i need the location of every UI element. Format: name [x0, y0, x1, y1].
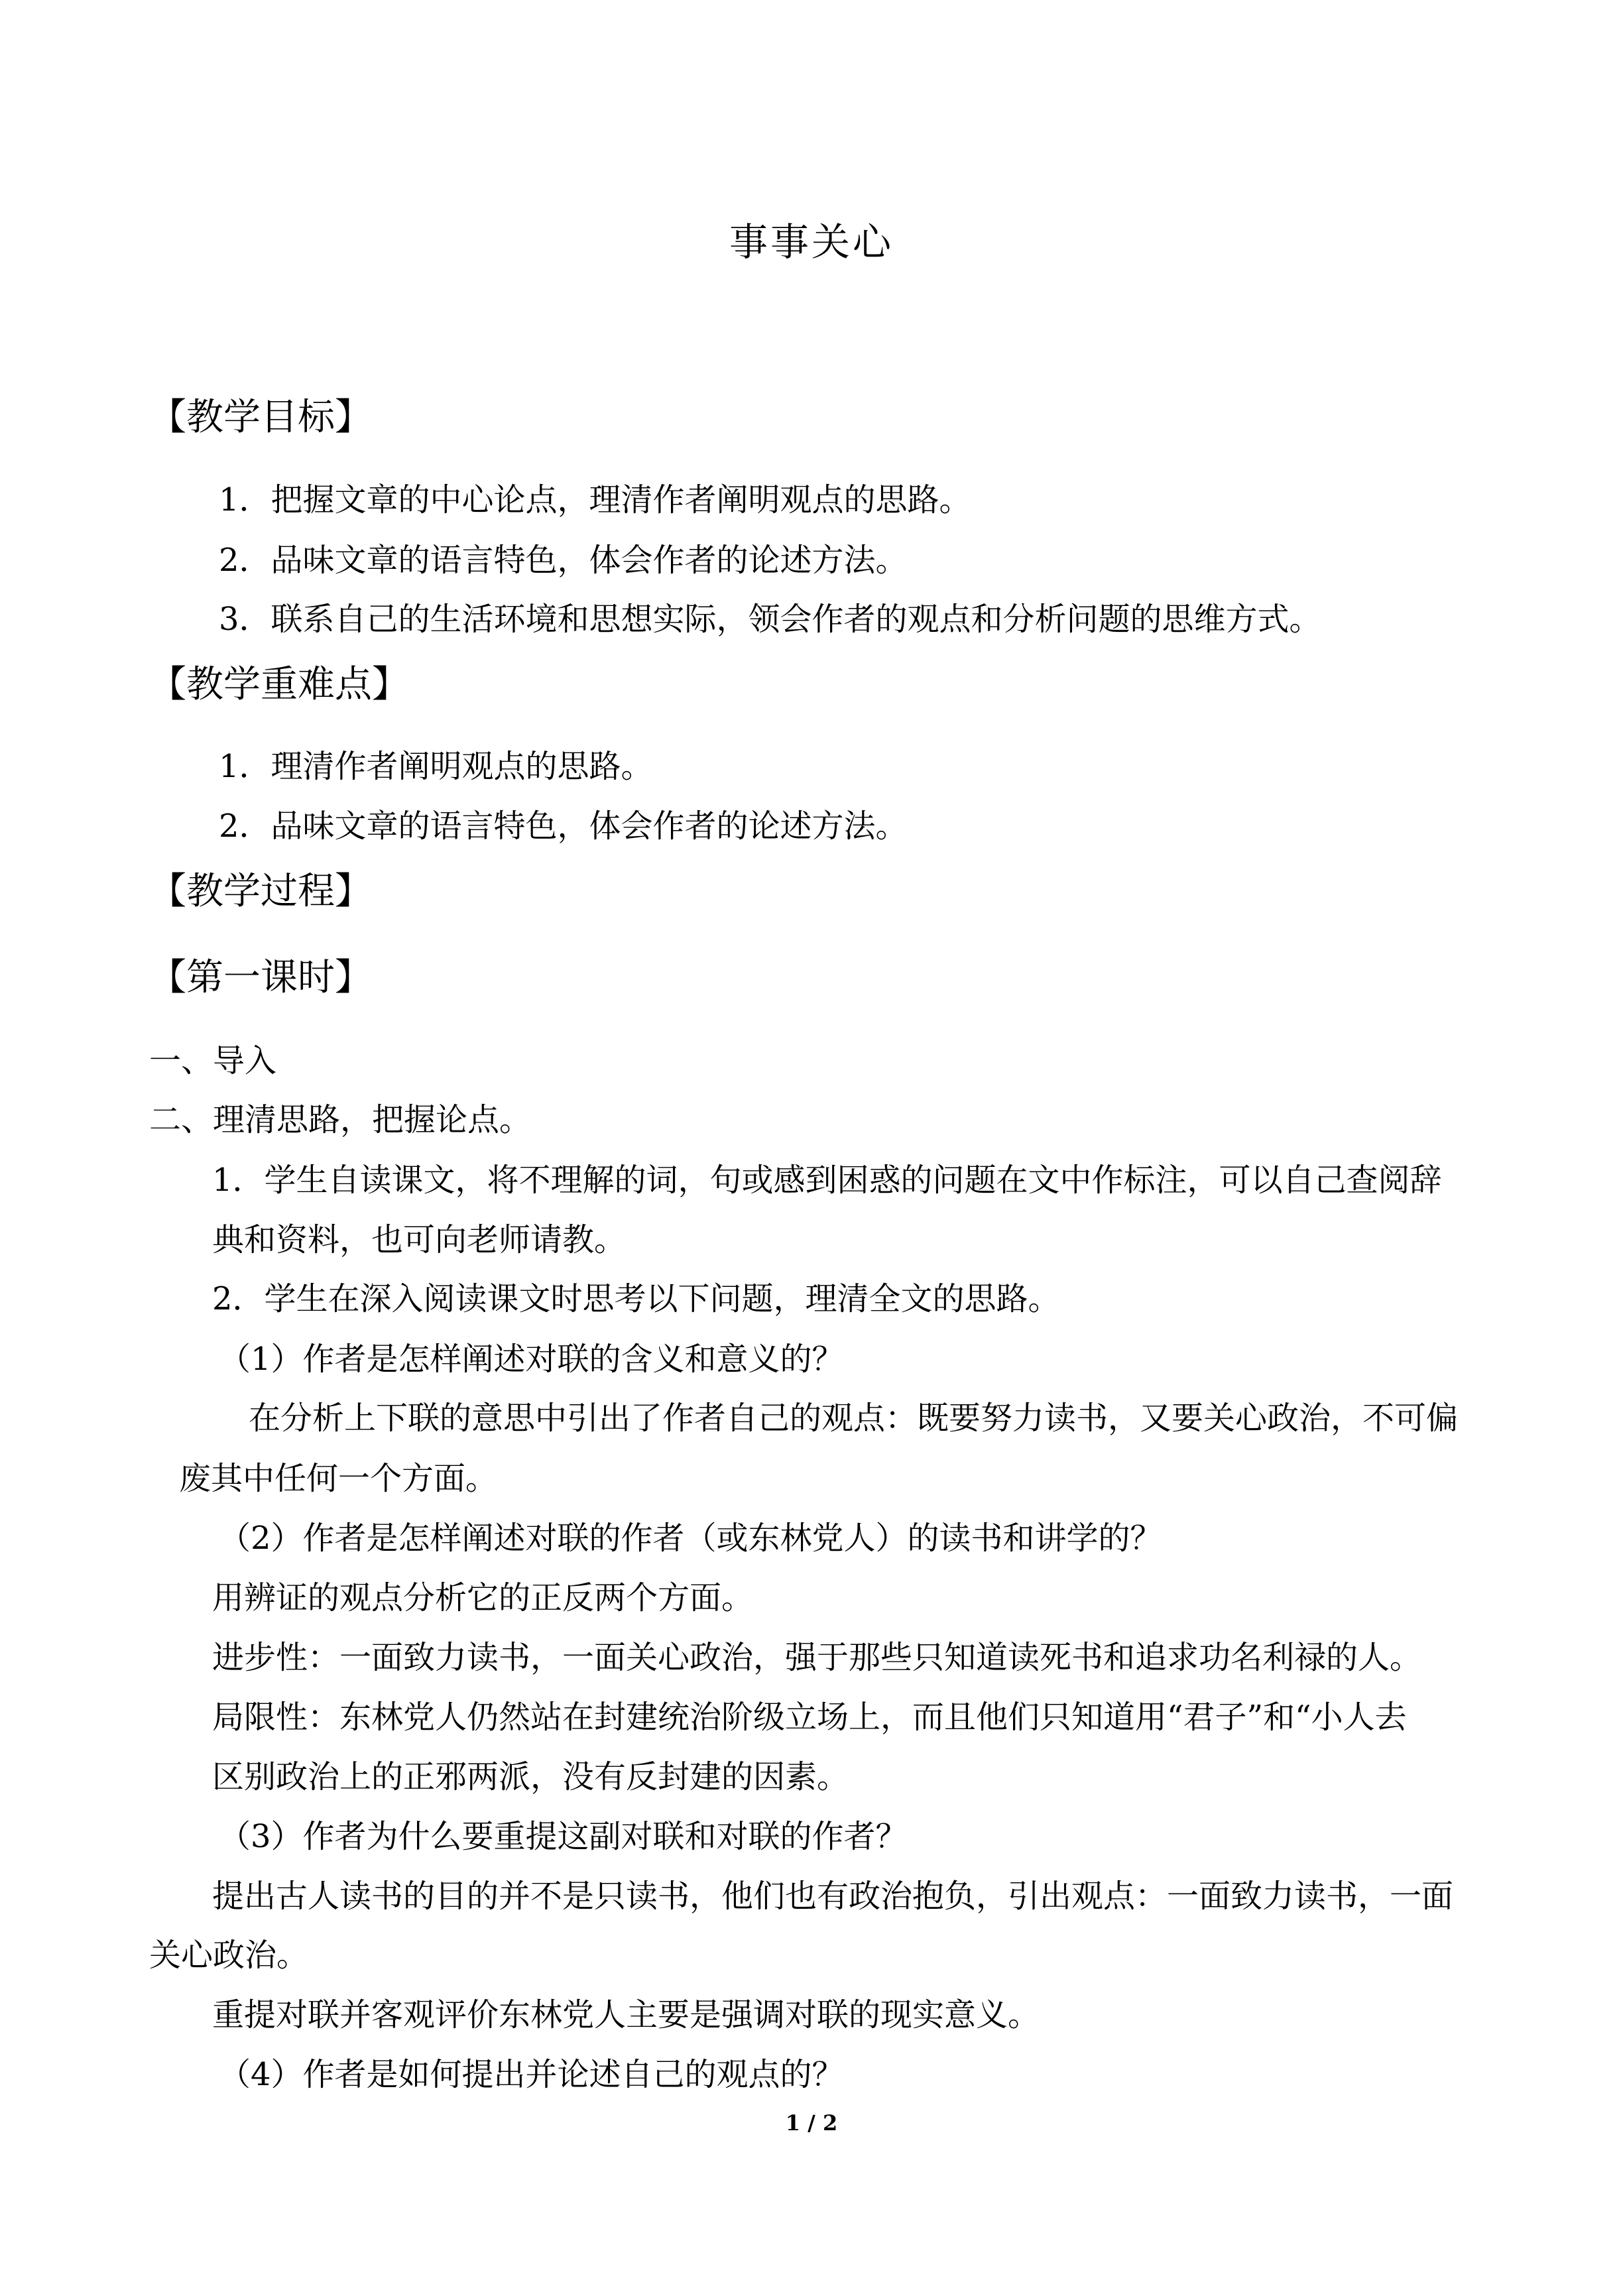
lesson-line: （3）作者为什么要重提这副对联和对联的作者？	[219, 1818, 908, 1855]
lesson-line: 一、导入	[149, 1042, 277, 1079]
lesson-line: 在分析上下联的意思中引出了作者自己的观点：既要努力读书，又要关心政治，不可偏	[249, 1400, 1459, 1437]
lesson-line: 进步性：一面致力读书，一面关心政治，强于那些只知道读死书和追求功名利禄的人。	[212, 1639, 1422, 1676]
section-heading-objectives: 【教学目标】	[149, 396, 372, 439]
objective-item: 1．把握文章的中心论点，理清作者阐明观点的思路。	[219, 481, 971, 518]
page-number: 1 / 2	[785, 2110, 838, 2136]
lesson-line: 二、理清思路，把握论点。	[149, 1101, 532, 1138]
lesson-line: 重提对联并客观评价东林党人主要是强调对联的现实意义。	[212, 1996, 1040, 2033]
lesson-line: 2．学生在深入阅读课文时思考以下问题，理清全文的思路。	[212, 1280, 1060, 1317]
lesson-line: 区别政治上的正邪两派，没有反封建的因素。	[212, 1758, 849, 1795]
lesson-line: 1．学生自读课文，将不理解的词，句或感到困惑的问题在文中作标注，可以自己查阅辞	[212, 1162, 1442, 1199]
lesson-line: 局限性：东林党人仍然站在封建统治阶级立场上，而且他们只知道用“君子”和“小人去	[212, 1699, 1407, 1736]
page-title: 事事关心	[729, 219, 894, 265]
key-point-item: 1．理清作者阐明观点的思路。	[219, 748, 653, 785]
lesson-line: 用辨证的观点分析它的正反两个方面。	[212, 1579, 754, 1616]
section-heading-process: 【教学过程】	[149, 870, 372, 913]
section-heading-key-points: 【教学重难点】	[149, 663, 409, 706]
section-heading-lesson1: 【第一课时】	[149, 956, 372, 999]
lesson-line: 提出古人读书的目的并不是只读书，他们也有政治抱负，引出观点：一面致力读书，一面	[212, 1878, 1454, 1915]
lesson-line: 废其中任何一个方面。	[179, 1460, 498, 1497]
key-point-item: 2．品味文章的语言特色，体会作者的论述方法。	[219, 808, 908, 845]
lesson-line: 关心政治。	[149, 1937, 309, 1974]
objective-item: 2．品味文章的语言特色，体会作者的论述方法。	[219, 542, 908, 579]
objective-item: 3．联系自己的生活环境和思想实际，领会作者的观点和分析问题的思维方式。	[219, 601, 1321, 638]
lesson-line: （4）作者是如何提出并论述自己的观点的？	[219, 2056, 844, 2093]
lesson-line: （1）作者是怎样阐述对联的含义和意义的？	[219, 1341, 844, 1378]
lesson-line: （2）作者是怎样阐述对联的作者（或东林党人）的读书和讲学的？	[219, 1520, 1162, 1557]
lesson-line: 典和资料，也可向老师请教。	[212, 1221, 627, 1258]
